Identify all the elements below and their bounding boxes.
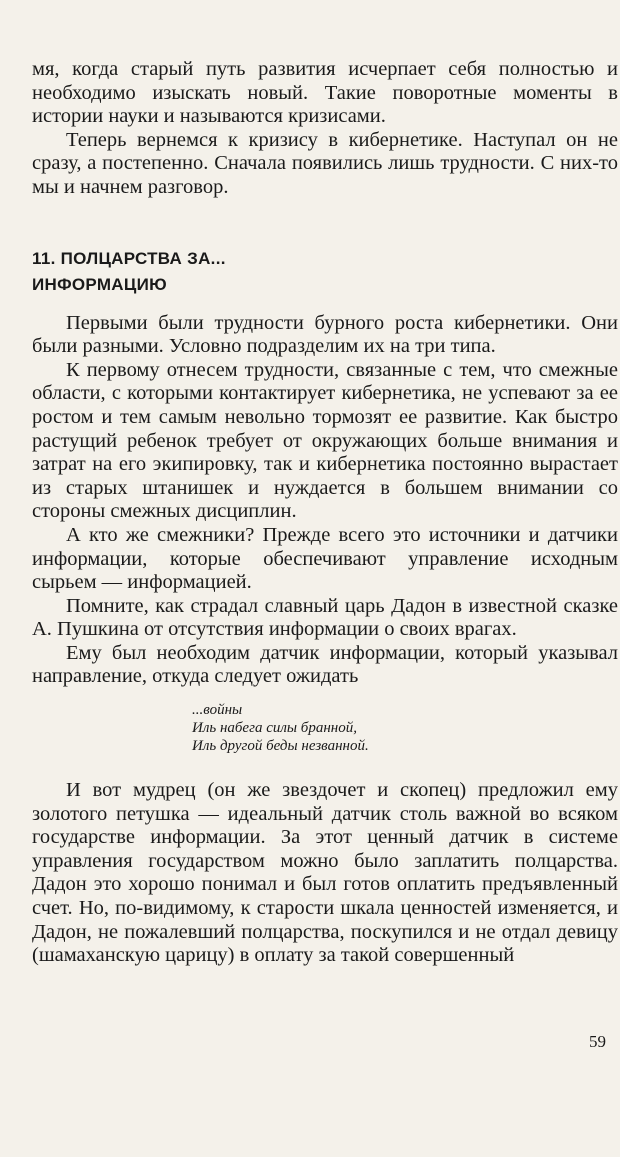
poem-line-3: Иль другой беды незванной. <box>192 738 369 755</box>
section-heading <box>32 246 618 298</box>
body-paragraph-5: Ему был необходим датчик информации, который указывал направление, откуда следует ожидать <box>32 641 618 688</box>
poem-line-1: ...войны <box>192 702 243 719</box>
body-paragraph-2: К первому отнесем трудности, связанные с тем, что смежные области, с которыми контактирует кибернетика, не успевают за ее ростом и тем самым невольно тормозят ее развитие. Как быстро растущий ребенок требует от окружающих больше внимания и затрат на его экипировку, так и кибернетика постоянно вырастает из старых штанишек и нуждается в большем внимании со стороны смежных дисциплин. <box>32 358 618 523</box>
section-heading-line-2: ИНФОРМАЦИЮ <box>32 274 167 294</box>
poem-quote <box>192 701 618 755</box>
page-number: 59 <box>589 1032 606 1051</box>
body-paragraph-3: А кто же смежники? Прежде всего это источники и датчики информации, которые обеспечивают управление исходным сырьем — информацией. <box>32 523 618 594</box>
section-heading-line-1: 11. ПОЛЦАРСТВА ЗА... <box>32 248 226 268</box>
body-paragraph-4: Помните, как страдал славный царь Дадон в известной сказке А. Пушкина от отсутствия информации о своих врагах. <box>32 594 618 641</box>
intro-paragraph-2: Теперь вернемся к кризису в кибернетике. Наступал он не сразу, а постепенно. Сначала появились лишь трудности. С них-то мы и начнем разговор. <box>32 128 618 198</box>
intro-paragraph-1: мя, когда старый путь развития исчерпает себя полностью и необходимо изыскать новый. Такие поворотные моменты в истории науки и называются кризисами. <box>32 58 618 128</box>
body-paragraph-1: Первыми были трудности бурного роста кибернетики. Они были разными. Условно подразделим их на три типа. <box>32 311 618 358</box>
poem-line-2: Иль набега силы бранной, <box>192 720 357 737</box>
closing-paragraph: И вот мудрец (он же звездочет и скопец) предложил ему золотого петушка — идеальный датчик столь важной во всяком государстве информации. За этот ценный датчик в системе управления государством можно было заплатить полцарства. Дадон это хорошо понимал и был готов оплатить предъявленный счет. Но, по-видимому, к старости шкала ценностей изменяется, и Дадон, не пожалевший полцарства, поскупился и не отдал девицу (шамаханскую царицу) в оплату за такой совершенный <box>32 779 618 967</box>
